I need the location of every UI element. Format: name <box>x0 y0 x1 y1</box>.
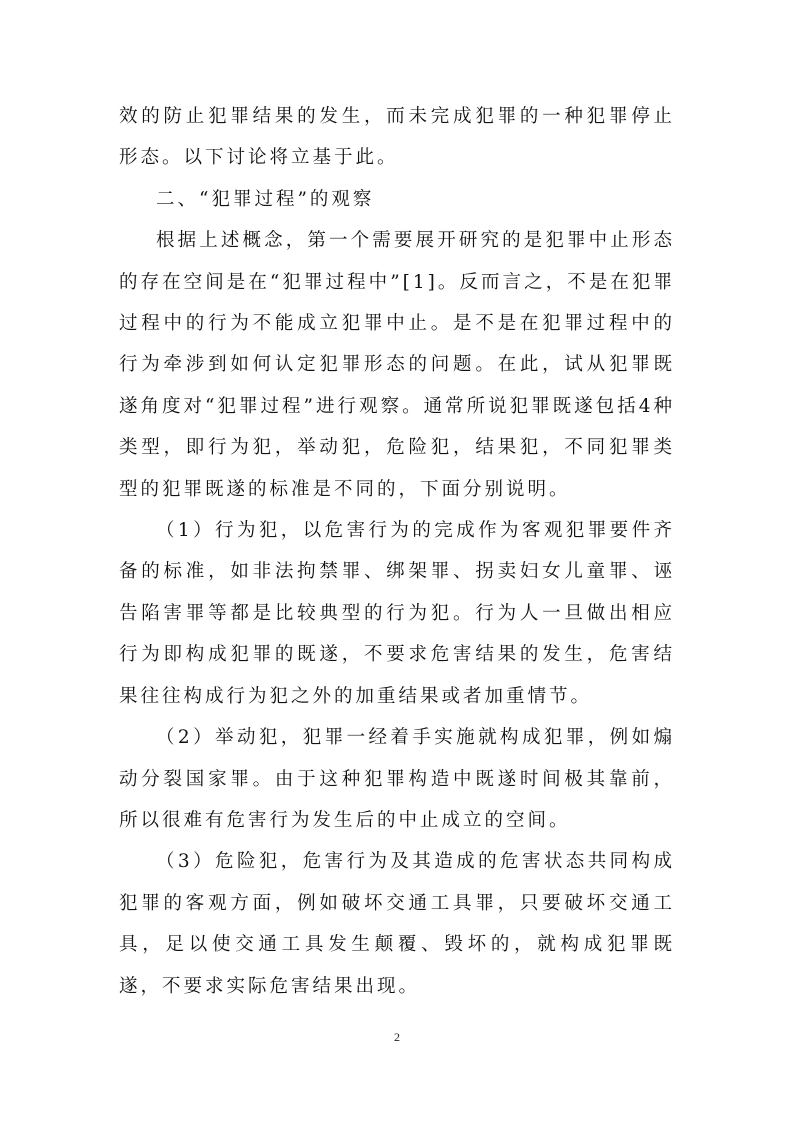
paragraph-act-offense: （2）举动犯，犯罪一经着手实施就构成犯罪，例如煽动分裂国家罪。由于这种犯罪构造中既遂时间极其靠前，所以很难有危害行为发生后的中止成立的空间。 <box>119 727 675 831</box>
paragraph-continued: 效的防止犯罪结果的发生，而未完成犯罪的一种犯罪停止形态。以下讨论将立基于此。 <box>119 106 675 169</box>
section-heading: 二、“犯罪过程”的观察 <box>156 188 375 210</box>
paragraph-crime-process: 根据上述概念，第一个需要展开研究的是犯罪中止形态的存在空间是在“犯罪过程中”[1]。反而言之，不是在犯罪过程中的行为不能成立犯罪中止。是不是在犯罪过程中的行为牵涉到如何认定犯罪形态的问题。在此，试从犯罪既遂角度对“犯罪过程”进行观察。通常所说犯罪既遂包括4种类型，即行为犯，举动犯，危险犯，结果犯，不同犯罪类型的犯罪既遂的标准是不同的，下面分别说明。 <box>119 230 675 500</box>
paragraph-danger-offense: （3）危险犯，危害行为及其造成的危害状态共同构成犯罪的客观方面，例如破坏交通工具罪，只要破坏交通工具，足以使交通工具发生颠覆、毁坏的，就构成犯罪既遂，不要求实际危害结果出现。 <box>119 851 675 997</box>
paragraph-conduct-offense: （1）行为犯，以危害行为的完成作为客观犯罪要件齐备的标准，如非法拘禁罪、绑架罪、拐卖妇女儿童罪、诬告陷害罪等都是比较典型的行为犯。行为人一旦做出相应行为即构成犯罪的既遂，不要求危害结果的发生，危害结果往往构成行为犯之外的加重结果或者加重情节。 <box>119 520 675 707</box>
document-body <box>119 96 675 1007</box>
page-number: 2 <box>394 1030 400 1044</box>
